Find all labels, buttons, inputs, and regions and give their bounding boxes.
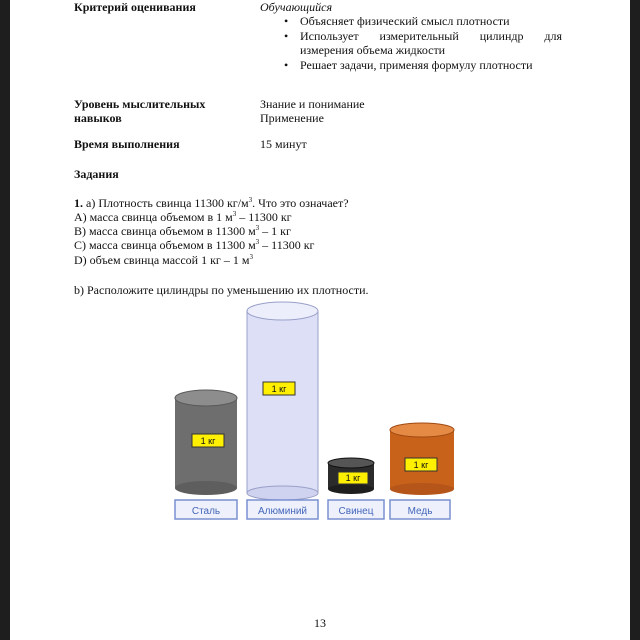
- aluminum-cylinder: [247, 302, 318, 500]
- task1-question: 1. a) Плотность свинца 11300 $кг/м^3$. Что это означает?: [74, 196, 349, 210]
- cylinders-illustration: [10, 0, 630, 640]
- thinking-value: Знание и понимание Применение: [260, 97, 365, 125]
- criteria-label: Критерий оценивания: [74, 0, 196, 14]
- copper-name: Медь: [407, 506, 433, 517]
- task-b-text: b) Расположите цилиндры по уменьшению их плотности.: [74, 283, 369, 297]
- lead-cylinder: [328, 458, 374, 494]
- task1-option-b: B) масса свинца объемом в 11300 $м^3 - 1$ кг: [74, 224, 291, 238]
- aluminum-body: [247, 311, 318, 493]
- steel-cylinder: [175, 390, 237, 495]
- page-number: 13: [314, 616, 326, 630]
- criteria-item: • Решает задачи, применяя формулу плотности: [282, 58, 562, 72]
- copper-cylinder: [390, 423, 454, 495]
- copper-top: [390, 423, 454, 437]
- lead-bottom: [328, 484, 374, 494]
- criteria-item: • Использует измерительный цилиндр для измерения объема жидкости: [282, 29, 562, 57]
- task1-option-a: A) масса свинца объемом в 1 $м^3 - 11300$ кг: [74, 210, 292, 224]
- copper-mass-label: 1 кг: [413, 460, 429, 470]
- lead-name: Свинец: [338, 506, 374, 517]
- document-page: [10, 0, 630, 640]
- time-label: Время выполнения: [74, 137, 180, 151]
- criteria-learner: Обучающийся: [260, 0, 333, 14]
- criteria-item: • Объясняет физический смысл плотности: [282, 14, 562, 28]
- copper-bottom: [390, 483, 454, 495]
- aluminum-top: [247, 302, 318, 320]
- task1-option-d: D) объем свинца массой 1 кг – 1 $м^3$: [74, 253, 253, 267]
- aluminum-mass-label: 1 кг: [271, 384, 287, 394]
- time-value: 15 минут: [260, 137, 307, 151]
- steel-top: [175, 390, 237, 406]
- lead-top: [328, 458, 374, 468]
- steel-mass-label: 1 кг: [200, 436, 216, 446]
- lead-mass-label: 1 кг: [345, 473, 361, 483]
- aluminum-name: Алюминий: [257, 506, 308, 517]
- steel-name: Сталь: [191, 506, 221, 517]
- aluminum-bottom: [247, 486, 318, 500]
- task1-option-c: C) масса свинца объемом в 11300 $м^3 - 11300$ кг: [74, 238, 315, 252]
- tasks-heading: Задания: [74, 167, 119, 181]
- steel-bottom: [175, 481, 237, 495]
- thinking-label: Уровень мыслительных навыков: [74, 97, 206, 125]
- name-plates: [175, 500, 450, 519]
